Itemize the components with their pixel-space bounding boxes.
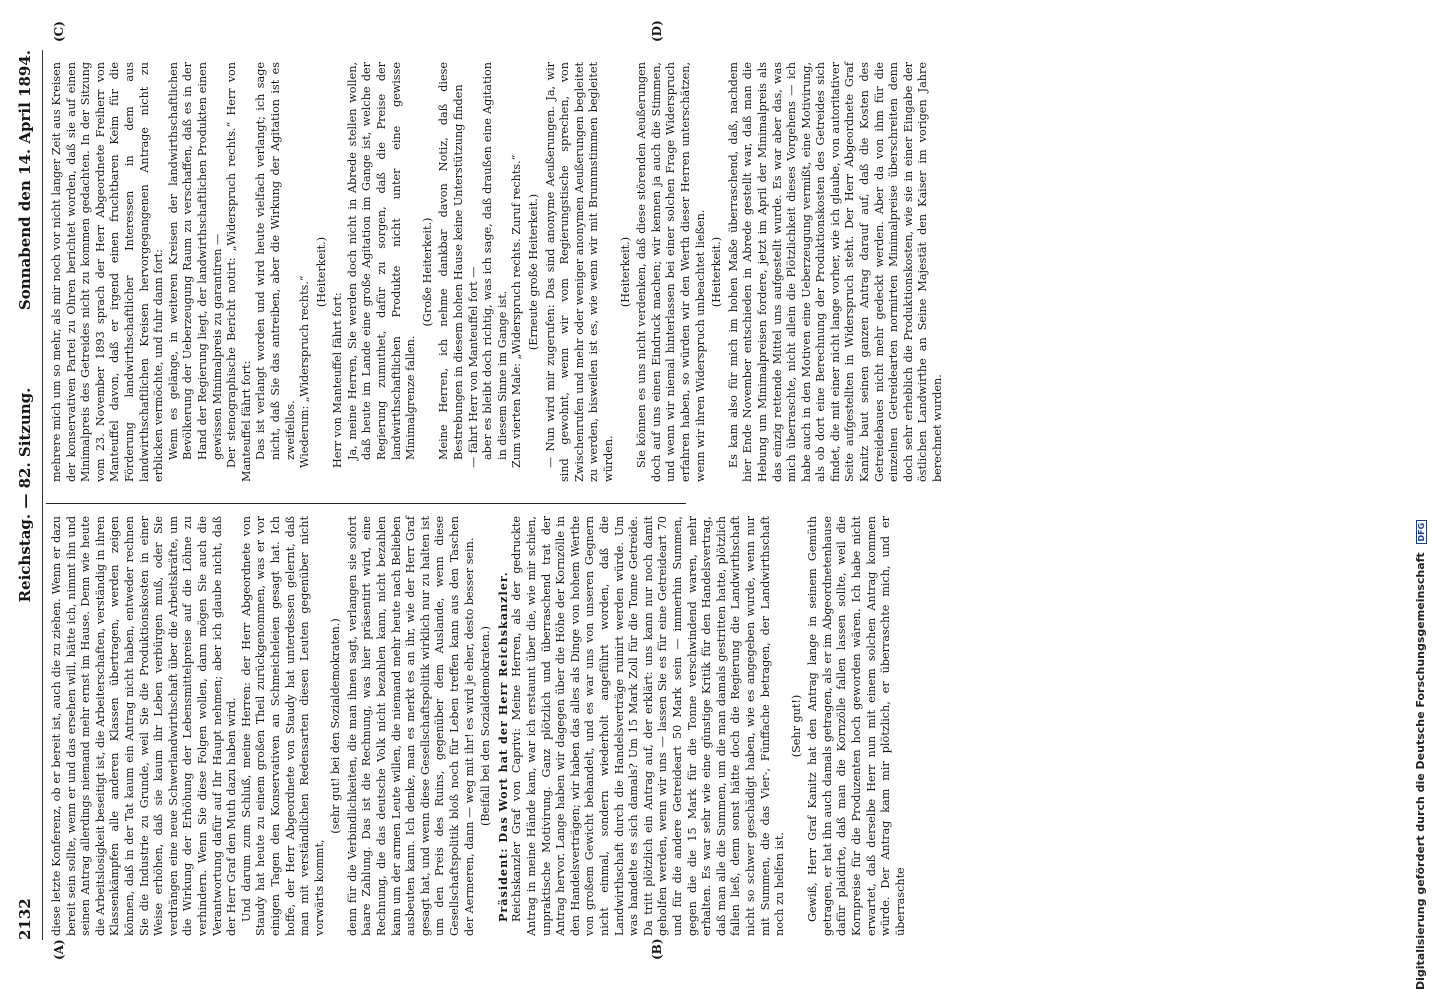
dfg-logo: DFG xyxy=(1416,520,1427,545)
paragraph: — Nun wird mir zugerufen: Das sind anonyme Aeußerungen. Ja, wir sind gewohnt, wenn wir vom Regierungstische sprechen, von Zwischenrufen und mehr oder weniger anonymen Aeußerungen begleitet zu werden, bisweilen ist es, wie wenn wir mit Brummstimmen begleitet würden. xyxy=(543,62,615,482)
page-date: Sonnabend den 14. April 1894. xyxy=(16,50,34,311)
paragraph: diese letzte Konferenz, ob er bereit ist, auch die zu ziehen. Wenn er dazu bereit sein sollte, wenn er und das ersehen will, hätte ich, nimmt ihn und seinen Antrag allerdings niemand mehr ernst im Hause. Denn wie heute die Arbeitslosigkeit beseitigt ist, die Arbeiterschaften, verständig in ihren Klassenkämpfen alle anderen Klassen übertragen, werden zeigen können, daß in der Tat kaum ein Antrag nicht haben, entweder rechnen Sie die Industrie zu Grunde, weil Sie die Produktionskosten in einer Weise erhöhen, daß sie kaum ihr Leben verbürgen muß, oder Sie verdrängen eine neue Schwerlandwirthschaft über die Arbeitskräfte, um die Wirkung der Erhöhung der Lebensmittelpreise auf die Löhne zu verhindern. Wenn Sie diese Folgen wollen, dann mögen Sie auch die Verantwortung dafür auf Ihr Haupt nehmen; aber ich glaube nicht, daß der Herr Graf den Muth dazu haben wird. xyxy=(50,516,239,936)
paragraph: Sie können es uns nicht verdenken, daß diese störenden Aeußerungen doch auf uns einen Eindruck machen; wir kennen ja auch die Stimmen, und wenn wir niemal hinterlassen bei einer solchen Frage Widerspruch erfahren haben, so würden wir den Werth dieser Herren unterschätzen, wenn wir ihren Widerspruch unbeachtet ließen. xyxy=(635,62,707,482)
left-column xyxy=(50,516,908,936)
paragraph: Der stenographische Bericht notirt: „Widerspruch rechts.“ Herr von Manteuffel fährt fort: xyxy=(225,62,253,482)
paragraph: Gewiß, Herr Graf Kanitz hat den Antrag lange in seinem Gemüth getragen, er hat ihn auch damals getragen, als er im Abgeordnetenhause dafür plaidirte, daß man die Kornzölle fallen lassen sollte, weil die Kornpreise für die Produzenten hoch geworden wären. Ich habe nicht erwartet, daß derselbe Herr nun mit einem solchen Antrag kommen würde. Der Antrag kam mir plötzlich, er überraschte mich, und er überraschte xyxy=(806,516,907,936)
paragraph: Und darum zum Schluß, meine Herren: der Herr Abgeordnete von Staudy hat heute zu einem großen Theil zurückgenommen, was er vor einigen Tagen den Konservativen an Schmeicheleien gesagt hat. Ich hoffe, der Herr Abgeordnete von Staudy hat unterdessen gelernt, daß man mit verständlichen Redensarten diesen Leuten gegenüber nicht vorwärts kommt, xyxy=(239,516,326,936)
margin-mark-d: (D) xyxy=(650,20,664,42)
stage-direction: (Heiterkeit.) xyxy=(618,236,632,308)
paragraph: Wiederum: „Widerspruch rechts.“ xyxy=(298,275,312,468)
paragraph: Es kam also für mich im hohen Maße überraschend, daß, nachdem hier Ende November entschieden in Abrede gestellt war, daß man die Hebung um Minimalpreisen fordere, jetzt im April der Minimalpreis als das einzig rettende Mittel uns aufgestellt wurde. Es war aber das, was mich überraschte, nicht allein die Plötzlichkeit dieses Vorgehens — ich habe auch in den Motiven eine Ueberzeugung vermißt, eine Motivirung, als ob dort eine Berechnung der Produktionskosten des Getreides sich findet, die mit einer nicht lange vorher, wie ich glaube, von autoritativer Seite aufgestellten in Widerspruch steht. Der Herr Abgeordnete Graf Kanitz baut seinen ganzen Antrag darauf auf, daß die Kosten des Getreidebaues nicht mehr gedeckt werden. Aber da von ihm für die einzelnen Getreidearten normirten Minimalpreise überschreiten denn doch sehr erheblich die Produktionskosten, wie sie in einer Eingabe der östlichen Landwirthe an Seine Majestät den Kaiser im vorigen Jahre berechnet wurden. xyxy=(726,62,945,482)
quotation: Meine Herren, ich nehme dankbar davon Notiz, daß diese Bestrebungen in diesem hohen Hause keine Unterstützung finden xyxy=(437,62,466,460)
margin-mark-b: (B) xyxy=(650,938,664,960)
margin-mark-c: (C) xyxy=(52,21,66,42)
speaker-line: Präsident: Das Wort hat der Herr Reichskanzler. xyxy=(495,571,510,922)
credit-text: Digitalisierung gefördert durch die Deutsche Forschungsgemeinschaft xyxy=(1414,552,1427,990)
digitization-credit xyxy=(1408,0,1432,1000)
page-number: 2132 xyxy=(16,898,34,940)
paragraph: — fährt Herr von Manteuffel fort — xyxy=(466,266,480,468)
quotation: Ja, meine Herren, Sie werden doch nicht in Abrede stellen wollen, daß heute im Lande eine große Agitation im Gange ist, welche der Regierung zumuthet, dafür zu sorgen, daß die Preise der landwirthschaftlichen Produkte nicht unter eine gewisse Minimalgrenze fallen. xyxy=(345,62,418,460)
paragraph: denn für die Verbindlichkeiten, die man ihnen sagt, verlangen sie sofort baare Zahlung. Das ist die Rechnung, was hier präsentirt wird, eine Rechnung, die das deutsche Volk nicht bezahlen kann, nicht bezahlen kann um der armen Leute willen, die niemand mehr heute nach Belieben ausbeuten kann. Ich denke, man es merkt es an ihr, wie der Herr Graf gesagt hat, und wenn diese Gesellschaftspolitik wirklich nur zu halten ist um den Preis des Ruins, gegenüber dem Auslande, wenn diese Gesellschaftspolitik bloß noch für Leben treffen kann aus den Taschen der Aermeren, dann — weg mit ihr! es wird je eher, desto besser sein. xyxy=(345,516,476,936)
page-header xyxy=(16,50,38,940)
stage-direction: (Sehr gut!) xyxy=(789,694,803,758)
stage-direction: (sehr gut! bei den Sozialdemokraten.) xyxy=(329,618,343,834)
paragraph: mehrere mich um so mehr, als mir noch vor nicht langer Zeit aus Kreisen der konservativen Partei zu Ohren berichtet worden, daß sie auf einen Minimalpreis des Getreides nicht zu kommen gedachten. In der Sitzung vom 23. November 1893 sprach der Herr Abgeordnete Freiherr von Manteuffel davon, daß er irgend einen fruchtbaren Keim für die Förderung landwirthschaftlicher Interessen in dem aus landwirthschaftlichen Kreisen hervorgegangenen Antrage nicht zu erblicken vermöchte, und fuhr dann fort: xyxy=(50,62,166,482)
paragraph: Reichskanzler Graf von Caprivi: Meine Herren, als der gedruckte Antrag in meine Hände kam, war ich erstaunt über die, wie mir schien, unpraktische Motivirung. Ganz plötzlich und überraschend trat der Antrag hervor. Lange haben wir dagegen über die Höhe der Kornzölle in den Handelsverträgen; wir haben das alles als Dinge von hohem Werthe von großem Gewicht behandelt, und es war uns von unseren Gegnern nicht einmal, sondern wiederholt angeführt worden, daß die Landwirthschaft durch die Handelsverträge ruinirt werden würde. Um was handelte es sich damals? Um 15 Mark Zoll für die Tonne Getreide. Da tritt plötzlich ein Antrag auf, der erklärt: uns kann nur noch damit geholfen werden, wenn wir uns — lassen Sie es für eine Getreideart 70 und für die andere Getreideart 50 Mark sein — immerhin Summen, gegen die die 15 Mark für die Tonne verschwindend waren, mehr erhalten. Es war sehr wie eine günstige Kritik für den Handelsvertrag, daß man alle die Summen, um die man damals gestritten hatte, plötzlich fallen ließ, denn sonst hätte doch die Regierung die Landwirthschaft nicht so schwer geschädigt haben, wie es angegeben wurde, wenn nur mit Summen, die das Vier-, Fünffache betragen, der Landwirthschaft noch zu helfen ist. xyxy=(510,516,787,936)
stage-direction: (Große Heiterkeit.) xyxy=(420,217,434,327)
stage-direction: (Heiterkeit.) xyxy=(314,236,328,308)
header-rule xyxy=(42,50,43,940)
page-title: Reichstag. — 82. Sitzung. xyxy=(16,387,34,603)
stage-direction: (Erneute große Heiterkeit.) xyxy=(527,193,540,351)
column-divider xyxy=(46,503,686,504)
stage-direction: (Heiterkeit.) xyxy=(710,236,724,308)
margin-mark-a: (A) xyxy=(52,939,66,960)
right-column xyxy=(50,62,946,482)
quotation: Wenn es gelänge, in weiteren Kreisen der landwirthschaftlichen Bevölkerung der Ueberzeugung Raum zu verschaffen, daß es in der Hand der Regierung liegt, der landwirthschaftlichen Produkten einen gewissen Minimalpreis zu garantiren — xyxy=(166,62,224,460)
paragraph: Zum vierten Male: „Widerspruch rechts. Zuruf rechts.“ xyxy=(510,154,524,468)
paragraph: Herr von Manteuffel fährt fort: xyxy=(331,292,345,468)
quotation: Das ist verlangt worden und wird heute vielfach verlangt; ich sage nicht, daß Sie das antreiben, aber die Wirkung der Agitation ist es zweifellos. xyxy=(254,62,297,460)
stage-direction: (Beifall bei den Sozialdemokraten.) xyxy=(479,625,493,827)
quotation: aber es bleibt doch richtig, was ich sage, daß draußen eine Agitation in diesem Sinne im Gange ist. xyxy=(481,62,509,460)
